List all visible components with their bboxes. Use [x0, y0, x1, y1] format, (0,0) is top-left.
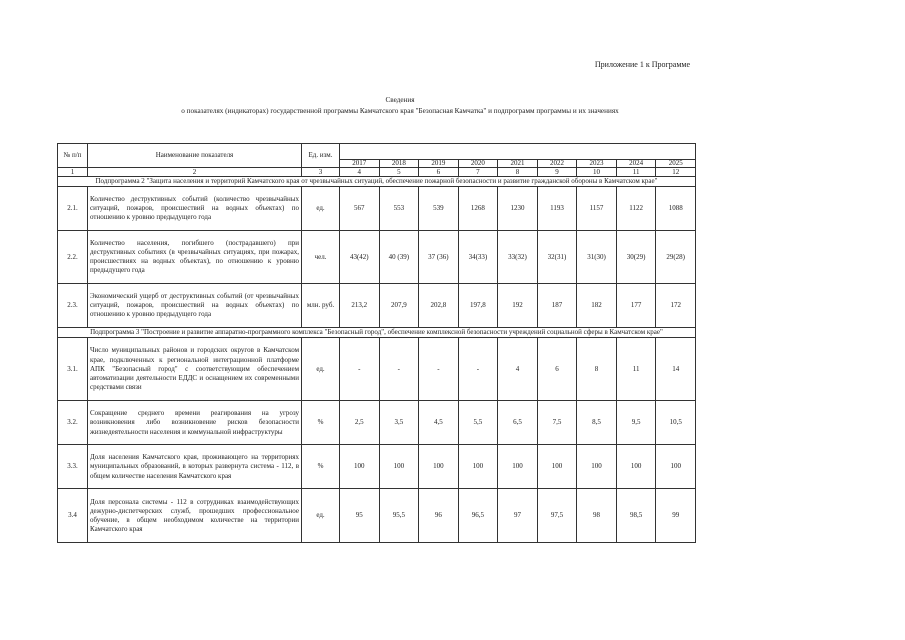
indicator-name: Доля населения Камчатского края, проживающего на территориях муниципальных образований, в которых развернута система - 112, в общем количестве населения Камчатского края: [88, 445, 302, 489]
value-cell: 172: [656, 284, 696, 328]
value-cell: 100: [656, 445, 696, 489]
value-cell: 1122: [616, 187, 656, 231]
value-cell: 100: [498, 445, 538, 489]
value-cell: 8,5: [577, 401, 617, 445]
table-row: [58, 489, 696, 543]
unit-cell: чел.: [302, 231, 340, 284]
value-cell: 95: [340, 489, 380, 543]
row-number: 3.4: [58, 489, 88, 543]
table-row: [58, 338, 696, 401]
year-header: 2022: [537, 160, 577, 168]
year-header: 2021: [498, 160, 538, 168]
value-cell: 43(42): [340, 231, 380, 284]
column-numbers-row: [58, 168, 696, 177]
value-cell: -: [379, 338, 419, 401]
row-number: 3.1.: [58, 338, 88, 401]
year-header: 2018: [379, 160, 419, 168]
value-cell: 5,5: [458, 401, 498, 445]
value-cell: 7,5: [537, 401, 577, 445]
column-number: 6: [419, 168, 459, 177]
value-cell: 96: [419, 489, 459, 543]
column-number: 4: [340, 168, 380, 177]
value-cell: 100: [537, 445, 577, 489]
value-cell: 100: [577, 445, 617, 489]
value-cell: 100: [419, 445, 459, 489]
section-row: [58, 328, 696, 338]
header-no: № п/п: [58, 144, 88, 168]
row-number: 2.3.: [58, 284, 88, 328]
value-cell: 567: [340, 187, 380, 231]
title-block: [60, 95, 740, 117]
indicator-name: Экономический ущерб от деструктивных событий (от чрезвычайных ситуаций, пожаров, происшествий на водных объектах) по отношению к уровню предыдущего года: [88, 284, 302, 328]
row-number: 2.2.: [58, 231, 88, 284]
year-header: 2023: [577, 160, 617, 168]
value-cell: 14: [656, 338, 696, 401]
table-row: [58, 284, 696, 328]
value-cell: 10,5: [656, 401, 696, 445]
value-cell: 98: [577, 489, 617, 543]
value-cell: 4,5: [419, 401, 459, 445]
value-cell: 97: [498, 489, 538, 543]
value-cell: 539: [419, 187, 459, 231]
indicator-name: Количество населения, погибшего (пострадавшего) при деструктивных событиях (в чрезвычайных ситуациях, при пожарах, происшествиях на водных объектах), по отношению к уровню предыдущего года: [88, 231, 302, 284]
value-cell: 6: [537, 338, 577, 401]
value-cell: 182: [577, 284, 617, 328]
value-cell: 96,5: [458, 489, 498, 543]
unit-cell: ед.: [302, 489, 340, 543]
value-cell: 95,5: [379, 489, 419, 543]
unit-cell: %: [302, 401, 340, 445]
value-cell: 100: [379, 445, 419, 489]
value-cell: 197,8: [458, 284, 498, 328]
value-cell: 1230: [498, 187, 538, 231]
appendix-label: Приложение 1 к Программе: [594, 60, 690, 69]
indicator-name: Число муниципальных районов и городских округов в Камчатском крае, подключенных к региональной интеграционной платформе АПК "Безопасный город" с соответствующим обеспечением автоматизации деятельности ЕДДС и оснащением их современными средствами связи: [88, 338, 302, 401]
unit-cell: ед.: [302, 338, 340, 401]
column-number: 1: [58, 168, 88, 177]
indicator-name: Сокращение среднего времени реагирования на угрозу возникновения либо возникновение рисков безопасности жизнедеятельности населения и коммунальной инфраструктуры: [88, 401, 302, 445]
value-cell: 37 (36): [419, 231, 459, 284]
value-cell: 31(30): [577, 231, 617, 284]
value-cell: 2,5: [340, 401, 380, 445]
section-row: [58, 177, 696, 187]
indicator-name: Количество деструктивных событий (количество чрезвычайных ситуаций, пожаров, происшествий на водных объектах) по отношению к уровню предыдущего года: [88, 187, 302, 231]
year-header: 2024: [616, 160, 656, 168]
value-cell: 3,5: [379, 401, 419, 445]
year-header: 2019: [419, 160, 459, 168]
column-number: 7: [458, 168, 498, 177]
indicators-table: [57, 143, 696, 543]
column-number: 3: [302, 168, 340, 177]
table-row: [58, 231, 696, 284]
value-cell: 553: [379, 187, 419, 231]
indicator-name: Доля персонала системы - 112 в сотрудниках взаимодействующих дежурно-диспетчерских служб, прошедших профессиональное обучение, в общем необходимом количестве на территории Камчатского края: [88, 489, 302, 543]
row-number: 2.1.: [58, 187, 88, 231]
value-cell: 97,5: [537, 489, 577, 543]
value-cell: 1157: [577, 187, 617, 231]
row-number: 3.3.: [58, 445, 88, 489]
value-cell: 40 (39): [379, 231, 419, 284]
header-name: Наименование показателя: [88, 144, 302, 168]
value-cell: 1088: [656, 187, 696, 231]
value-cell: 1268: [458, 187, 498, 231]
value-cell: 100: [458, 445, 498, 489]
column-number: 11: [616, 168, 656, 177]
value-cell: 9,5: [616, 401, 656, 445]
table-row: [58, 187, 696, 231]
value-cell: 33(32): [498, 231, 538, 284]
column-number: 8: [498, 168, 538, 177]
value-cell: 98,5: [616, 489, 656, 543]
value-cell: 11: [616, 338, 656, 401]
document-title: Сведения: [385, 96, 415, 104]
section-title: Подпрограмма 2 "Защита населения и территорий Камчатского края от чрезвычайных ситуаций, обеспечение пожарной безопасности и развитие гражданской обороны в Камчатском крае": [58, 177, 696, 187]
column-number: 5: [379, 168, 419, 177]
row-number: 3.2.: [58, 401, 88, 445]
header-values-span: [340, 144, 696, 160]
value-cell: 213,2: [340, 284, 380, 328]
table-row: [58, 401, 696, 445]
year-header: 2020: [458, 160, 498, 168]
unit-cell: ед.: [302, 187, 340, 231]
value-cell: 99: [656, 489, 696, 543]
unit-cell: млн. руб.: [302, 284, 340, 328]
value-cell: 187: [537, 284, 577, 328]
column-number: 2: [88, 168, 302, 177]
value-cell: -: [419, 338, 459, 401]
column-number: 10: [577, 168, 617, 177]
value-cell: 207,9: [379, 284, 419, 328]
value-cell: 100: [340, 445, 380, 489]
value-cell: 100: [616, 445, 656, 489]
value-cell: -: [340, 338, 380, 401]
value-cell: 8: [577, 338, 617, 401]
value-cell: 177: [616, 284, 656, 328]
document-subtitle: о показателях (индикаторах) государственной программы Камчатского края "Безопасная Камчатка" и подпрограмм программы и их значениях: [181, 107, 619, 115]
header-unit: Ед. изм.: [302, 144, 340, 168]
value-cell: 202,8: [419, 284, 459, 328]
year-header: 2025: [656, 160, 696, 168]
value-cell: 29(28): [656, 231, 696, 284]
table-body: [58, 177, 696, 543]
section-title: Подпрограмма 3 "Построение и развитие аппаратно-программного комплекса "Безопасный город", обеспечение комплексной безопасности учреждений социальной сферы в Камчатском крае": [58, 328, 696, 338]
value-cell: 34(33): [458, 231, 498, 284]
value-cell: 192: [498, 284, 538, 328]
value-cell: -: [458, 338, 498, 401]
value-cell: 6,5: [498, 401, 538, 445]
value-cell: 30(29): [616, 231, 656, 284]
column-number: 9: [537, 168, 577, 177]
value-cell: 1193: [537, 187, 577, 231]
value-cell: 4: [498, 338, 538, 401]
table-row: [58, 445, 696, 489]
year-header: 2017: [340, 160, 380, 168]
unit-cell: %: [302, 445, 340, 489]
column-number: 12: [656, 168, 696, 177]
value-cell: 32(31): [537, 231, 577, 284]
